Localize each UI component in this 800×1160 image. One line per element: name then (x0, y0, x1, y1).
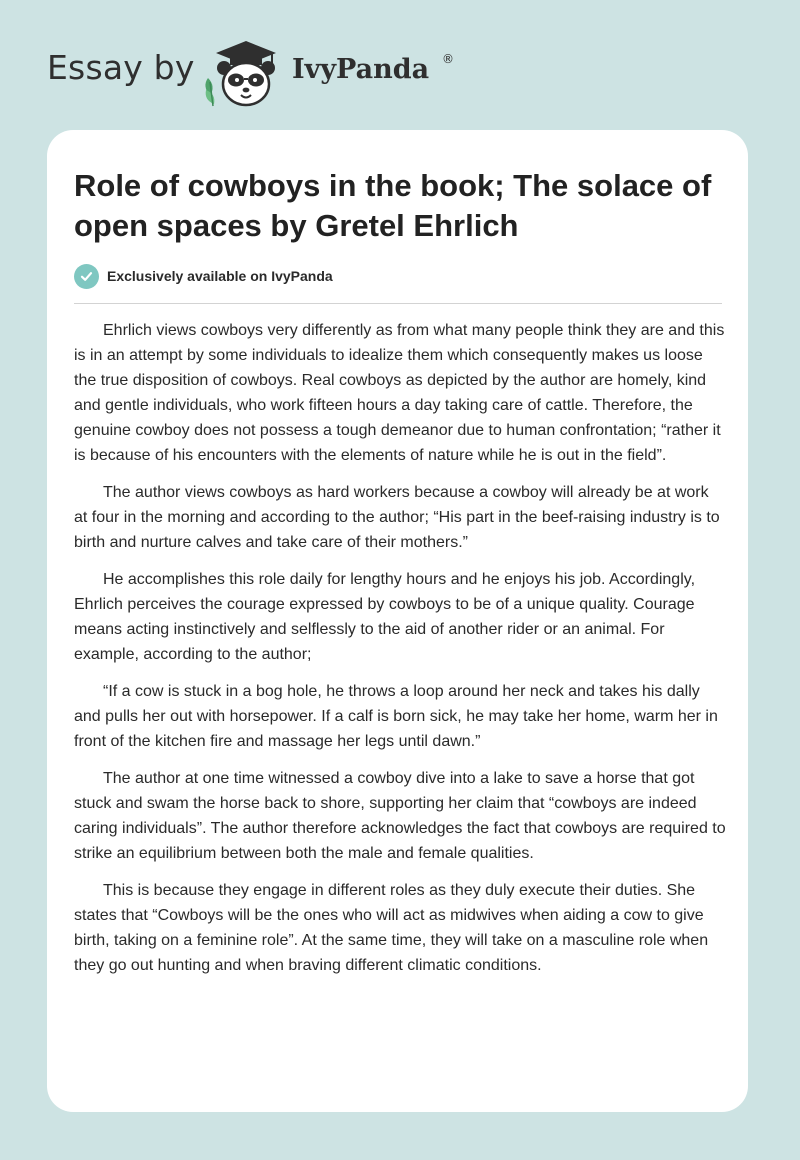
essay-paragraph: This is because they engage in different roles as they duly execute their duties. She states that “Cowboys will be the ones who will act as midwives when aiding a cow to give birth, taking on a feminine role”. At the same time, they will take on a masculine role when they go out hunting and when braving different climatic conditions. (74, 882, 709, 974)
essay-paragraph: He accomplishes this role daily for lengthy hours and he enjoys his job. Accordingly, Ehrlich perceives the courage expressed by cowboys to be of a unique quality. Courage means acting instinctively and selflessly to the aid of another rider or an animal. For example, according to the author; (74, 571, 696, 663)
essay-by-label: Essay by (47, 48, 195, 87)
essay-paragraph: The author views cowboys as hard workers because a cowboy will already be at work at four in the morning and according to the author; “His part in the beef-raising industry is to birth and nurture calves and take care of their mothers.” (74, 484, 720, 551)
essay-quote-paragraph: “If a cow is stuck in a bog hole, he throws a loop around her neck and takes his dally and pulls her out with horsepower. If a calf is born sick, he may take her home, warm her in front of the kitchen fire and massage her legs until dawn.” (74, 683, 718, 750)
title-divider (74, 303, 722, 304)
essay-paragraph: Ehrlich views cowboys very differently as from what many people think they are and this is in an attempt by some individuals to idealize them which consequently makes us loose the true disposition of cowboys. Real cowboys as depicted by the author are homely, kind and gentle individuals, who work fifteen hours a day taking care of cattle. Therefore, the genuine cowboy does not possess a tough demeanor due to human confrontation; “rather it is because of his encounters with the elements of nature while he is out in the field”. (74, 322, 725, 464)
essay-paragraph: The author at one time witnessed a cowboy dive into a lake to save a horse that got stuck and swam the horse back to shore, supporting her claim that “cowboys are indeed caring individuals”. The author therefore acknowledges the fact that cowboys are required to strike an equilibrium between both the male and female qualities. (74, 770, 726, 862)
essay-body (74, 318, 726, 990)
exclusive-badge-label: Exclusively available on IvyPanda (107, 268, 333, 284)
registered-mark: ® (442, 52, 454, 66)
exclusive-badge (74, 262, 333, 290)
essay-title: Role of cowboys in the book; The solace of open spaces by Gretel Ehrlich (74, 168, 712, 243)
essay-card (47, 130, 748, 1112)
panda-logo-icon[interactable] (200, 38, 292, 110)
ivypanda-brand-name[interactable]: IvyPanda (292, 54, 430, 85)
site-header (0, 0, 800, 130)
check-circle-icon (74, 264, 99, 289)
